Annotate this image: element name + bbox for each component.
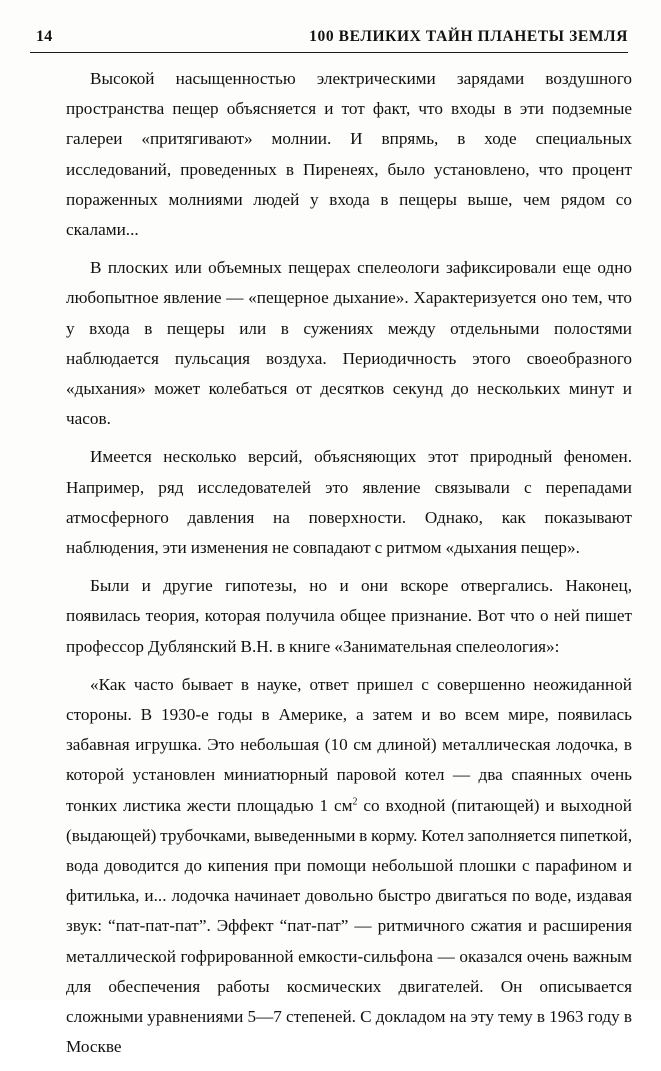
paragraph-cave-breathing: В плоских или объемных пещерах спелеологи зафиксировали еще одно любопытное явление — «пещерное дыхание». Характеризуется оно тем, что у входа в пещеры или в сужениях между отдельными полостями наблюдается пульсация воздуха. Периодичность этого своеобразного «дыхания» может колебаться от десятков секунд до нескольких минут и часов. — [66, 258, 632, 429]
body-text — [66, 64, 632, 1071]
paragraph-versions: Имеется несколько версий, объясняющих этот природный феномен. Например, ряд исследователей это явление связывали с перепадами атмосферного давления на поверхности. Однако, как показывают наблюдения, эти изменения не совпадают с ритмом «дыхания пещер». — [66, 447, 632, 558]
paragraph-lightning: Высокой насыщенностью электрическими зарядами воздушного пространства пещер объясняется и тот факт, что входы в эти подземные галереи «притягивают» молнии. И впрямь, в ходе специальных исследований, проведенных в Пиренеях, было установлено, что процент пораженных молниями людей у входа в пещеры выше, чем рядом со скалами... — [66, 69, 632, 240]
quote-text-start: «Как часто бывает в науке, ответ пришел с совершенно неожиданной стороны. В 1930-е годы в Америке, а затем и во всем мире, появилась забавная игрушка. Это небольшая (10 см длиной) металлическая лодочка, в которой установлен миниатюрный паровой котел — два спаянных очень тонких листика жести площадью 1 см — [66, 674, 632, 815]
superscript-squared: 2 — [352, 795, 358, 807]
page-header — [30, 22, 628, 53]
running-title: 100 ВЕЛИКИХ ТАЙН ПЛАНЕТЫ ЗЕМЛЯ — [309, 28, 628, 45]
paragraph-hypotheses: Были и другие гипотезы, но и они вскоре отвергались. Наконец, появилась теория, которая получила общее признание. Вот что о ней пишет профессор Дублянский В.Н. в книге «Занимательная спелеология»: — [66, 576, 632, 656]
quote-text-end: со входной (питающей) и выходной (выдающей) трубочками, выведенными в корму. Котел заполняется пипеткой, вода доводится до кипения при помощи небольшой плошки с парафином и фитилька, и... лодочка начинает довольно быстро двигаться по воде, издавая звук: “пат-пат-пат”. Эффект “пат-пат” — ритмичного сжатия и расширения металлической гофрированной емкости-сильфона — оказался очень важным для обеспечения работы космических двигателей. Он описывается сложными уравнениями 5—7 степеней. С докладом на эту тему в 1963 году в Москве — [66, 795, 632, 1057]
paragraph-quote — [66, 670, 632, 1063]
page-number: 14 — [36, 28, 53, 45]
